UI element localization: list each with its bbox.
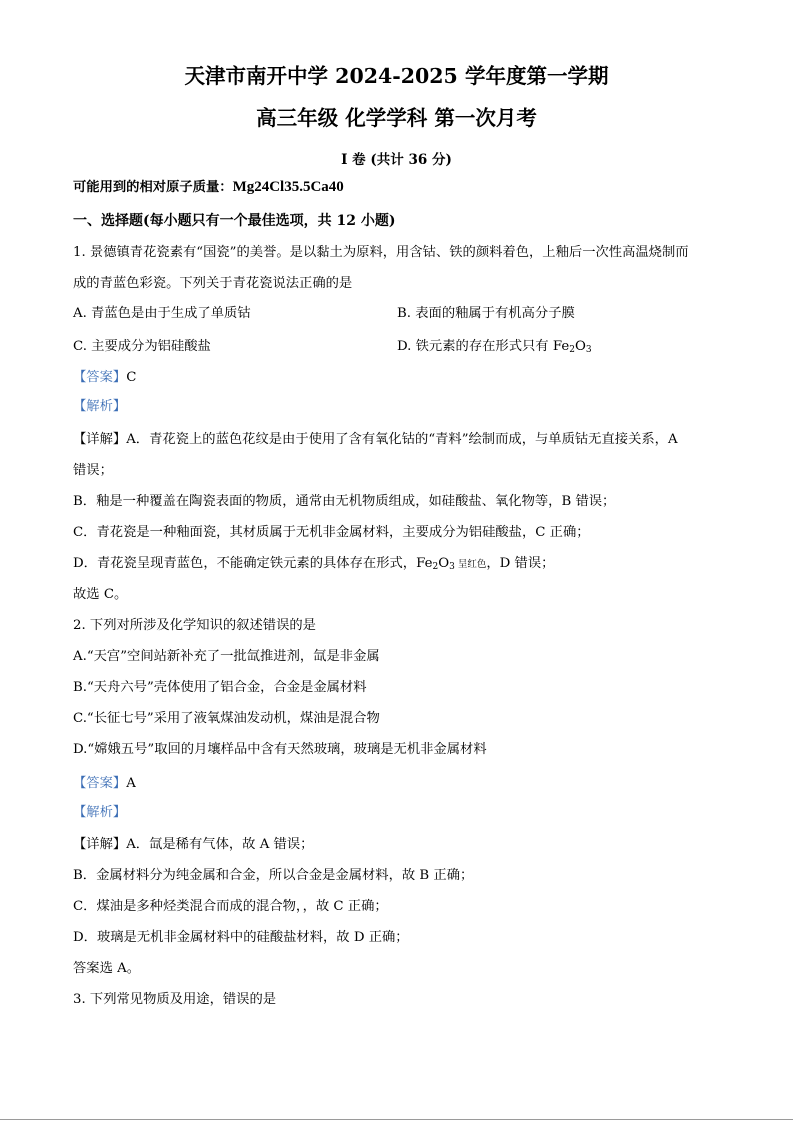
q1-detail-d-sub1: 2 (432, 562, 439, 572)
exam-title-line1: 天津市南开中学 2024-2025 学年度第一学期 (184, 64, 609, 88)
atomic-mass-values: Mg24Cl35.5Ca40 (232, 179, 344, 195)
q2-answer-line (73, 775, 136, 793)
q1-detail-d-mid: O (438, 556, 450, 571)
q1-option-d-mid: O (574, 339, 586, 354)
q1-detail-d-sub2: 3 (449, 562, 455, 572)
part1-heading: 一、选择题(每小题只有一个最佳选项，共 12 小题) (73, 213, 396, 229)
q1-detail-a-text: A．青花瓷上的蓝色花纹是由于使用了含有氧化钴的“青料”绘制而成，与单质钴无直接关系，A (126, 432, 678, 447)
q2-answer-tag: 【答案】 (73, 776, 127, 791)
q1-detail-d-note: 呈红色 (454, 559, 487, 570)
q2-option-a: A.“天宫”空间站新补充了一批氙推进剂，氙是非金属 (73, 649, 380, 664)
q2-detail-b: B．金属材料分为纯金属和合金，所以合金是金属材料，故 B 正确； (73, 868, 474, 883)
q1-detail-d-suffix: ，D 错误； (486, 556, 555, 571)
q1-option-d (397, 338, 592, 356)
q1-option-d-text: D. 铁元素的存在形式只有 Fe (397, 339, 570, 354)
q1-detail-a-line1 (73, 431, 678, 449)
q1-conclusion: 故选 C。 (73, 587, 128, 602)
atomic-mass-label: 可能用到的相对原子质量： (73, 180, 233, 195)
q1-option-c: C. 主要成分为铝硅酸盐 (73, 339, 211, 354)
page-bottom-rule (0, 1119, 793, 1120)
q1-answer: C (126, 370, 137, 385)
q2-detail-a-text: A．氙是稀有气体，故 A 错误； (126, 837, 314, 852)
q3-stem: 3. 下列常见物质及用途，错误的是 (73, 992, 277, 1007)
q2-detail-tag: 【详解】 (73, 837, 127, 852)
q2-detail-a (73, 836, 313, 854)
exam-title-line2: 高三年级 化学学科 第一次月考 (256, 106, 537, 130)
q2-conclusion: 答案选 A。 (73, 961, 141, 976)
atomic-mass-line (73, 178, 344, 197)
q1-option-d-sub2: 3 (585, 345, 592, 355)
q2-option-d: D.“嫦娥五号”取回的月壤样品中含有天然玻璃，玻璃是无机非金属材料 (73, 742, 487, 757)
q1-option-a: A. 青蓝色是由于生成了单质钴 (73, 306, 251, 321)
q2-analysis-tag: 【解析】 (73, 805, 127, 820)
q1-detail-tag: 【详解】 (73, 432, 127, 447)
q2-option-b: B.“天舟六号”壳体使用了铝合金，合金是金属材料 (73, 680, 367, 695)
q1-option-b: B. 表面的釉属于有机高分子膜 (397, 306, 575, 321)
q1-answer-line (73, 369, 136, 387)
q1-detail-b: B．釉是一种覆盖在陶瓷表面的物质，通常由无机物质组成，如硅酸盐、氧化物等，B 错误； (73, 494, 616, 509)
section-label: I 卷 (共计 36 分) (341, 152, 452, 168)
q2-detail-d: D．玻璃是无机非金属材料中的硅酸盐材料，故 D 正确； (73, 930, 409, 945)
q2-stem: 2. 下列对所涉及化学知识的叙述错误的是 (73, 618, 316, 633)
q1-stem-line2: 成的青蓝色彩瓷。下列关于青花瓷说法正确的是 (73, 276, 353, 291)
q1-analysis-tag: 【解析】 (73, 399, 127, 414)
q1-option-d-sub1: 2 (569, 345, 575, 355)
q1-answer-tag: 【答案】 (73, 370, 127, 385)
q1-detail-d (73, 555, 554, 574)
q1-stem-line1: 1. 景德镇青花瓷素有“国瓷”的美誉。是以黏土为原料，用含钴、铁的颜料着色，上釉后一次性高温烧制而 (73, 245, 689, 260)
q2-detail-c: C．煤油是多种烃类混合而成的混合物，，故 C 正确； (73, 899, 388, 914)
q1-detail-a-line2: 错误； (73, 463, 113, 478)
q1-detail-d-text: D．青花瓷呈现青蓝色，不能确定铁元素的具体存在形式，Fe (73, 556, 433, 571)
q1-detail-c: C．青花瓷是一种釉面瓷，其材质属于无机非金属材料，主要成分为铝硅酸盐，C 正确； (73, 525, 590, 540)
q2-answer: A (126, 776, 136, 791)
q2-option-c: C.“长征七号”采用了液氧煤油发动机，煤油是混合物 (73, 711, 380, 726)
